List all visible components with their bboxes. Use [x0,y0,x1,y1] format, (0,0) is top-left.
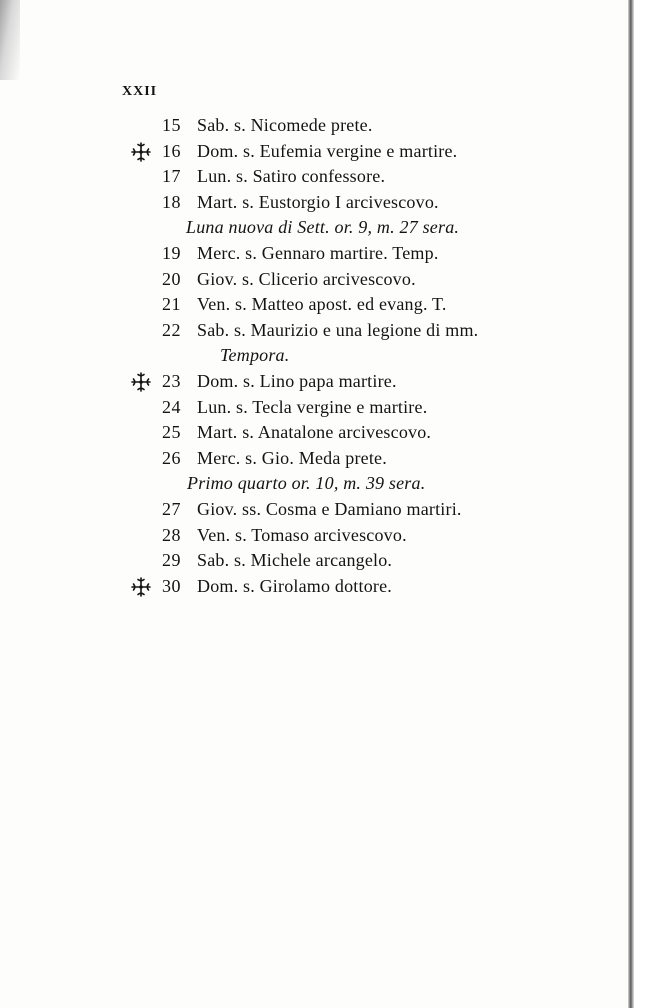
entry-text: Sab. s. Maurizio e una legione di mm. [197,319,479,340]
day-number: 30 [162,575,181,596]
calendar-note [0,215,600,241]
entry-text: Sab. s. Michele arcangelo. [197,550,393,571]
day-number: 19 [162,242,181,263]
entry-text: Merc. s. Gennaro martire. Temp. [197,242,439,263]
calendar-entry [0,574,600,600]
day-number: 28 [162,524,181,545]
day-number: 23 [162,370,181,391]
day-number: 17 [162,166,181,187]
entry-text: Sab. s. Nicomede prete. [197,115,373,135]
note-text: Tempora. [220,345,290,366]
entry-text: Giov. s. Clicerio arcivescovo. [197,268,416,289]
calendar-entry [0,139,600,165]
day-number: 15 [162,115,181,135]
calendar-entry [0,267,600,293]
entry-text: Ven. s. Tomaso arcivescovo. [197,524,407,545]
calendar-entry [0,497,600,523]
entry-text: Lun. s. Satiro confessore. [197,166,386,187]
calendar-entry [0,292,600,318]
day-number: 26 [162,447,181,468]
day-number: 21 [162,294,181,315]
day-number: 16 [162,140,181,161]
entry-text: Mart. s. Anatalone arcivescovo. [197,422,432,443]
entry-text: Merc. s. Gio. Meda prete. [197,447,387,468]
entry-text: Lun. s. Tecla vergine e martire. [197,396,428,417]
entry-text: Giov. ss. Cosma e Damiano martiri. [197,498,462,519]
calendar-entry [0,420,600,446]
cross-fleury-icon [130,576,152,598]
note-text: Luna nuova di Sett. or. 9, m. 27 sera. [186,217,460,238]
cross-fleury-icon [130,141,152,163]
page-number: XXII [122,84,158,99]
calendar-entry [0,190,600,216]
calendar-entry [0,318,600,344]
calendar-entries [0,113,600,599]
note-text: Primo quarto or. 10, m. 39 sera. [187,473,426,494]
calendar-entry [0,523,600,549]
entry-text: Ven. s. Matteo apost. ed evang. T. [197,294,447,315]
scan-edge-right [628,0,634,1008]
day-number: 24 [162,396,181,417]
entry-text: Dom. s. Girolamo dottore. [197,575,392,596]
calendar-entry [0,369,600,395]
calendar-entry [0,164,600,190]
entry-text: Mart. s. Eustorgio I arcivescovo. [197,191,439,212]
scan-edge-left [0,0,20,80]
scan-margin-right [634,0,664,1008]
day-number: 27 [162,498,181,519]
cross-fleury-icon [130,371,152,393]
entry-text: Dom. s. Eufemia vergine e martire. [197,140,458,161]
day-number: 22 [162,319,181,340]
calendar-entry [0,113,600,139]
calendar-entry [0,548,600,574]
day-number: 25 [162,422,181,443]
calendar-note [0,471,600,497]
entry-text: Dom. s. Lino papa martire. [197,370,397,391]
day-number: 29 [162,550,181,571]
calendar-entry [0,395,600,421]
day-number: 18 [162,191,181,212]
calendar-entry [0,241,600,267]
calendar-note [0,343,600,369]
calendar-entry [0,446,600,472]
day-number: 20 [162,268,181,289]
